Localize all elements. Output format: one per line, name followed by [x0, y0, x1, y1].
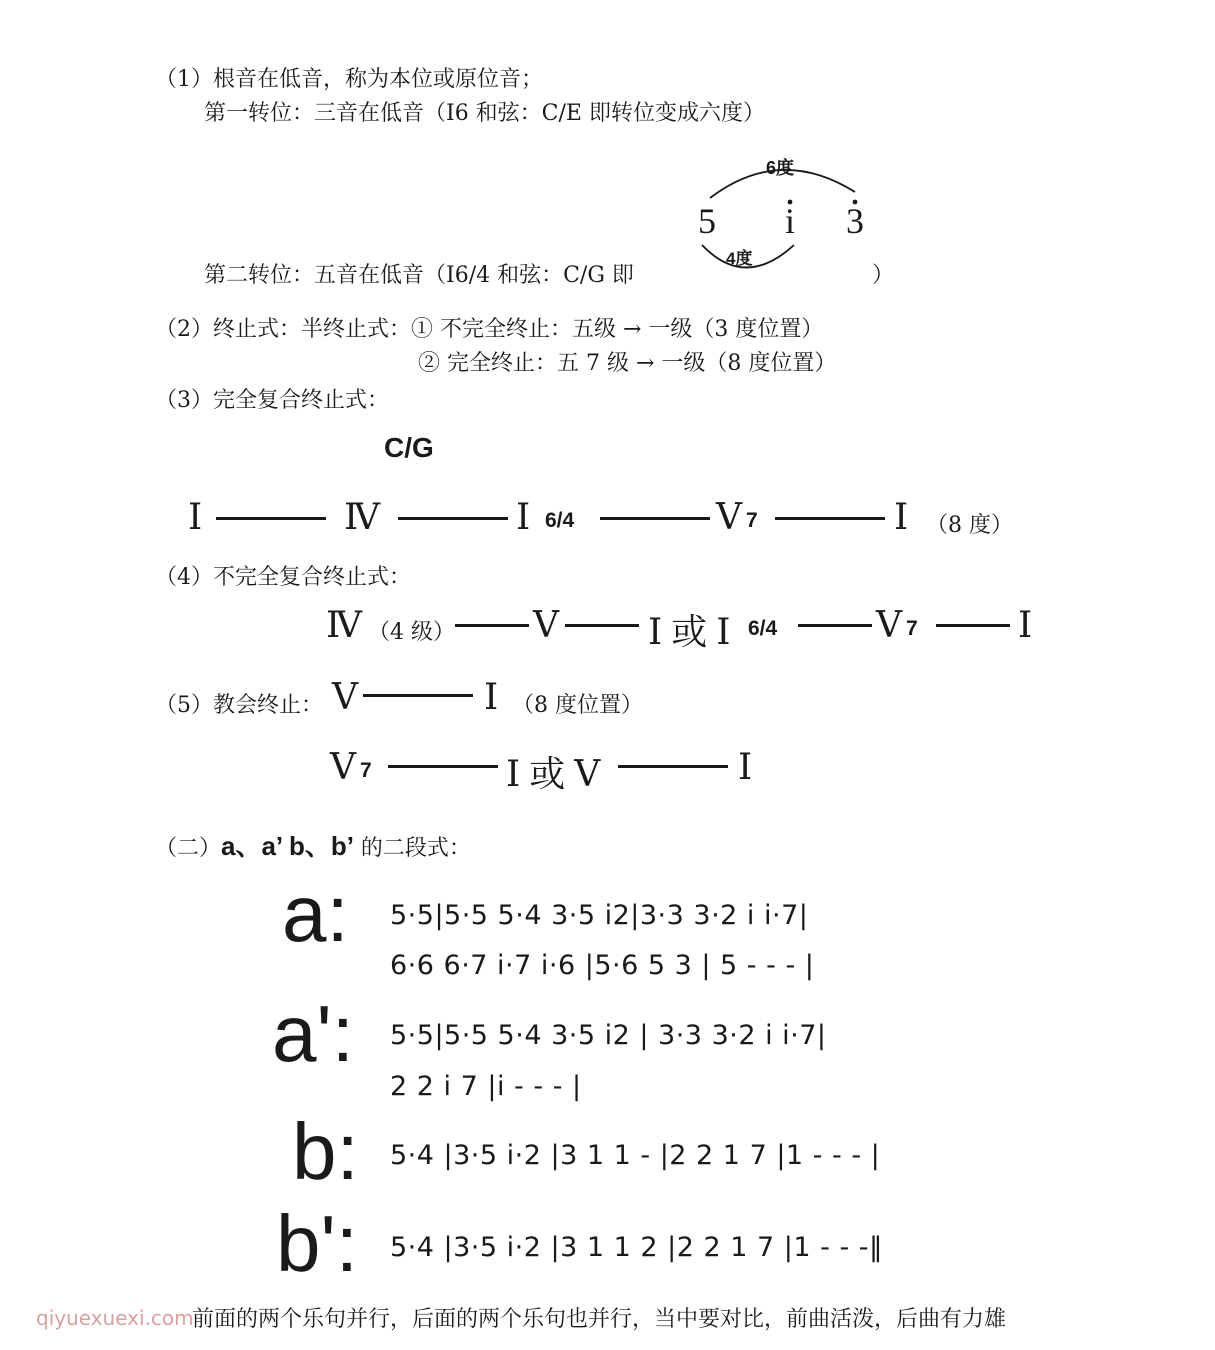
- score-a-line2: 6·6 6·7 i·7 i·6 |5·6 5 3 | 5 - - - |: [390, 950, 815, 981]
- s4-chord-I-or-I: Ⅰ 或 Ⅰ: [648, 612, 731, 652]
- s4-chord-I64-sub: 6/4: [748, 617, 778, 640]
- footer-text: 前面的两个乐句并行，后面的两个乐句也并行，当中要对比，前曲活泼，后曲有力雄: [192, 1307, 1007, 1332]
- s3-chord-I64-sub: 6/4: [545, 509, 575, 532]
- s4-fourth-degree: （4 级）: [368, 620, 455, 645]
- part2-title: [155, 826, 471, 863]
- s3-dash-3: [600, 517, 710, 520]
- s4-chord-I-end: Ⅰ: [1018, 605, 1033, 645]
- interval-note-1: i: [785, 201, 796, 241]
- s3-chord-V7-sub: 7: [746, 509, 758, 532]
- s5-chord-I-end: Ⅰ: [738, 747, 753, 787]
- s3-eighth-note: （8 度）: [926, 513, 1013, 538]
- s5-chord-I-or-V: Ⅰ 或 Ⅴ: [506, 754, 601, 794]
- score-label-a-prime: a':: [272, 989, 354, 1078]
- s4-dash-1: [455, 624, 529, 627]
- s5-dash-2: [388, 765, 498, 768]
- s4-chord-IV: Ⅳ: [326, 605, 362, 645]
- section2-line1: （2）终止式：半终止式：① 不完全终止：五级 → 一级（3 度位置）: [155, 317, 824, 342]
- section4-title: （4）不完全复合终止式：: [155, 565, 411, 590]
- s3-dash-2: [398, 517, 508, 520]
- part2-title-bold: a、a’ b、b’: [221, 831, 354, 861]
- section3-key-label: C/G: [384, 432, 434, 463]
- s3-chord-IV: Ⅳ: [344, 497, 380, 537]
- s3-chord-I64: Ⅰ: [516, 497, 531, 537]
- s4-dash-4: [936, 624, 1010, 627]
- part2-title-prefix: （二）: [155, 836, 222, 861]
- section1-line3: 第二转位：五音在低音（Ⅰ6/4 和弦：C/G 即: [204, 263, 634, 288]
- s5-eighth-position: （8 度位置）: [512, 693, 643, 718]
- score-label-b-prime: b':: [276, 1199, 358, 1288]
- s3-chord-I-end: Ⅰ: [894, 497, 909, 537]
- watermark: qiyuexuexi.com: [36, 1306, 194, 1330]
- s5-dash-1: [363, 694, 473, 697]
- score-a-prime-line1: 5·5|5·5 5·4 3·5 i2 | 3·3 3·2 i i·7|: [390, 1020, 827, 1051]
- score-a-line1: 5·5|5·5 5·4 3·5 i2|3·3 3·2 i i·7|: [390, 900, 809, 931]
- s5-chord-I: Ⅰ: [484, 677, 499, 717]
- section2-line2: ② 完全终止：五 7 级 → 一级（8 度位置）: [418, 351, 837, 376]
- s5-dash-3: [618, 765, 728, 768]
- s3-chord-V7: Ⅴ: [716, 497, 742, 537]
- s5-chord-V7: Ⅴ: [330, 747, 356, 787]
- interval-label-4th: 4度: [726, 249, 753, 268]
- s5-chord-V7-sub: 7: [360, 759, 372, 782]
- s4-chord-V7: Ⅴ: [876, 605, 902, 645]
- score-label-b: b:: [292, 1107, 359, 1196]
- s3-dash-4: [775, 517, 885, 520]
- s4-chord-V: Ⅴ: [533, 605, 559, 645]
- s4-dash-3: [798, 624, 872, 627]
- s4-chord-V7-sub: 7: [906, 617, 918, 640]
- interval-note-3: 3: [846, 201, 864, 241]
- score-b-prime-line1: 5·4 |3·5 i·2 |3 1 1 2 |2 2 1 7 |1 - - -‖: [390, 1232, 884, 1263]
- score-a-prime-line2: 2 2 i 7 |i - - - |: [390, 1071, 582, 1102]
- score-label-a: a:: [282, 869, 349, 958]
- section1-line2: 第一转位：三音在低音（Ⅰ6 和弦：C/E 即转位变成六度）: [204, 101, 765, 126]
- section5-title: （5）教会终止：: [155, 693, 323, 718]
- section3-title: （3）完全复合终止式：: [155, 388, 389, 413]
- section1-line3-close: ）: [872, 263, 895, 288]
- interval-label-6th: 6度: [766, 158, 795, 178]
- section1-line1: （1）根音在低音，称为本位或原位音；: [155, 67, 543, 92]
- score-b-line1: 5·4 |3·5 i·2 |3 1 1 - |2 2 1 7 |1 - - - |: [390, 1140, 881, 1171]
- s5-chord-V: Ⅴ: [332, 677, 358, 717]
- s4-dash-2: [565, 624, 639, 627]
- interval-note-5: 5: [698, 201, 716, 241]
- part2-title-suffix: 的二段式：: [353, 836, 471, 861]
- s3-chord-I: Ⅰ: [188, 497, 203, 537]
- s3-dash-1: [216, 517, 326, 520]
